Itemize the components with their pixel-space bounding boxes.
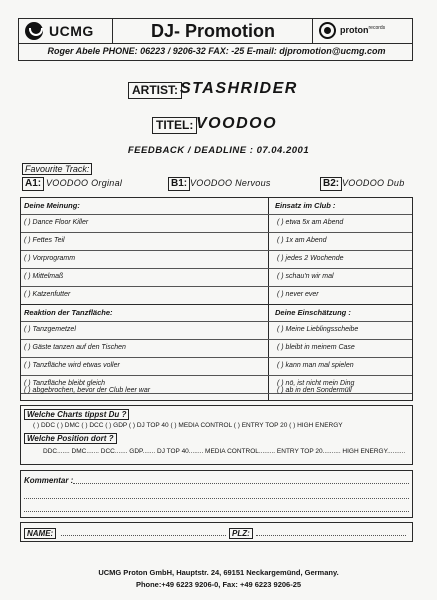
table-row[interactable]: [21, 287, 412, 305]
letterhead: [18, 18, 413, 62]
einschaetzung-header: Deine Einschätzung :: [275, 308, 351, 317]
name-field[interactable]: [61, 535, 226, 536]
charts-section: [20, 405, 413, 465]
comment-line[interactable]: [24, 498, 409, 499]
comment-line[interactable]: [73, 483, 409, 484]
comment-label: Kommentar :: [24, 476, 74, 485]
option-checkbox[interactable]: ( ) nö, ist nicht mein Ding: [277, 380, 355, 387]
track-name: VOODOO Dub: [342, 178, 405, 188]
einsatz-header: Einsatz im Club :: [275, 201, 336, 210]
option-checkbox[interactable]: ( ) never ever: [277, 291, 319, 298]
table-row[interactable]: [20, 384, 413, 401]
ucmg-logo-text: UCMG: [49, 23, 94, 39]
option-checkbox[interactable]: ( ) Fettes Teil: [24, 237, 65, 244]
table-row[interactable]: [21, 322, 412, 340]
plz-label: PLZ:: [229, 528, 253, 539]
meinung-header: Deine Meinung:: [24, 201, 80, 210]
option-checkbox[interactable]: ( ) etwa 5x am Abend: [277, 219, 344, 226]
proton-logo-text: proton$^{records}$: [340, 25, 386, 35]
plz-field[interactable]: [256, 535, 406, 536]
charts-options[interactable]: ( ) DDC ( ) DMC ( ) DCC ( ) GDP ( ) DJ TOP 40 ( ) MEDIA CONTROL ( ) ENTRY TOP 20 ( ) HIGH ENERGY: [33, 422, 343, 429]
option-checkbox[interactable]: ( ) bleibt in meinem Case: [277, 344, 355, 351]
contact-info: Roger Abele PHONE: 06223 / 9206-32 FAX: -25 E-mail: djpromotion@ucmg.com: [47, 46, 386, 56]
comment-section[interactable]: [20, 470, 413, 518]
option-checkbox[interactable]: ( ) Dance Floor Killer: [24, 219, 89, 226]
comment-line[interactable]: [24, 511, 409, 512]
track-number: A1:: [22, 177, 44, 191]
name-label: NAME:: [24, 528, 56, 539]
table-row[interactable]: [21, 251, 412, 269]
table-header-row: [21, 198, 412, 215]
track-name: VOODOO Orginal: [46, 178, 123, 188]
table-row[interactable]: [21, 215, 412, 233]
option-checkbox[interactable]: ( ) Tanzfläche bleibt gleich: [24, 380, 106, 387]
table-row[interactable]: [21, 340, 412, 358]
option-checkbox[interactable]: ( ) ab in den Sondermüll: [277, 387, 352, 394]
feedback-deadline: FEEDBACK / DEADLINE : 07.04.2001: [127, 145, 310, 156]
option-checkbox[interactable]: ( ) Gäste tanzen auf den Tischen: [24, 344, 126, 351]
artist-label: ARTIST:: [128, 82, 182, 99]
favourite-track-label: Favourite Track:: [22, 163, 92, 175]
reaktion-header: Reaktion der Tanzfläche:: [24, 308, 113, 317]
option-checkbox[interactable]: ( ) 1x am Abend: [277, 237, 327, 244]
titel-value: VOODOO: [196, 115, 278, 132]
track-number: B2:: [320, 177, 342, 191]
contact-row: [18, 44, 413, 61]
position-fields[interactable]: DDC....... DMC....... DCC....... GDP....... DJ TOP 40........ MEDIA CONTROL......... ENTRY TOP 20.......... HIGH ENERGY..........: [43, 448, 406, 455]
table-header-row: [21, 305, 412, 322]
table-row[interactable]: [21, 358, 412, 376]
titel-label: TITEL:: [152, 117, 197, 134]
position-label: Welche Position dort ?: [24, 433, 117, 444]
option-checkbox[interactable]: ( ) jedes 2 Wochende: [277, 255, 344, 262]
track-number: B1:: [168, 177, 190, 191]
table-row[interactable]: [21, 269, 412, 287]
page-title: DJ- Promotion: [151, 21, 275, 41]
opinion-table: [20, 197, 413, 401]
ucmg-logo-box: [18, 18, 113, 44]
option-checkbox[interactable]: ( ) Mittelmaß: [24, 273, 64, 280]
charts-label: Welche Charts tippst Du ?: [24, 409, 129, 420]
option-checkbox[interactable]: ( ) Tanzgemetzel: [24, 326, 76, 333]
artist-value: STASHRIDER: [180, 80, 298, 97]
option-checkbox[interactable]: ( ) Katzenfutter: [24, 291, 71, 298]
option-checkbox[interactable]: ( ) schau'n wir mal: [277, 273, 334, 280]
proton-logo-box: [313, 18, 413, 44]
footer-address: UCMG Proton GmbH, Hauptstr. 24, 69151 Neckargemünd, Germany.: [98, 568, 339, 577]
table-row[interactable]: [21, 233, 412, 251]
header-title-box: [113, 18, 313, 44]
footer-phone: Phone:+49 6223 9206-0, Fax: +49 6223 9206-25: [135, 580, 302, 589]
option-checkbox[interactable]: ( ) Vorprogramm: [24, 255, 76, 262]
option-checkbox[interactable]: ( ) Tanzfläche wird etwas voller: [24, 362, 120, 369]
name-row: [20, 522, 413, 542]
option-checkbox[interactable]: ( ) abgebrochen, bevor der Club leer war: [24, 387, 151, 394]
track-name: VOODOO Nervous: [190, 178, 271, 188]
option-checkbox[interactable]: ( ) Meine Lieblingsscheibe: [277, 326, 359, 333]
option-checkbox[interactable]: ( ) kann man mal spielen: [277, 362, 354, 369]
proton-logo-icon: [319, 22, 336, 39]
ucmg-logo-icon: [25, 22, 43, 40]
